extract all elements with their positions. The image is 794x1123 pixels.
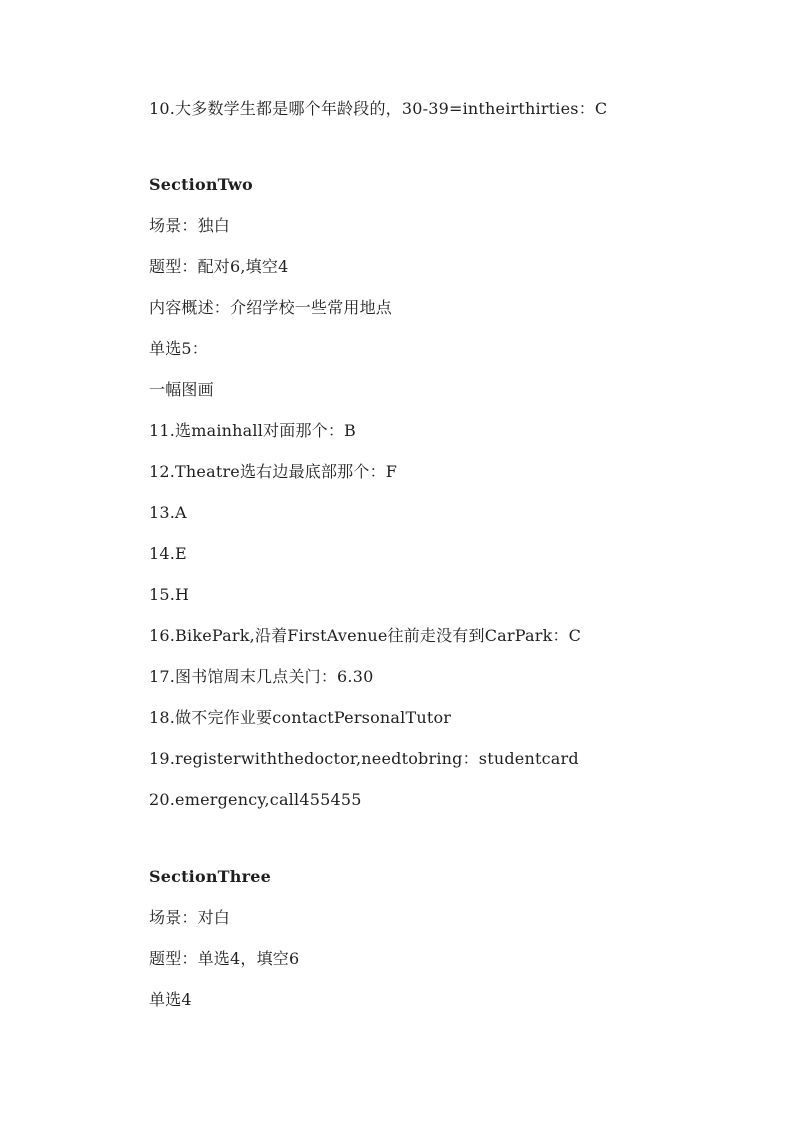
answer-line-18: 18.做不完作业要contactPersonalTutor: [149, 708, 452, 727]
section-three-scene: 场景：对白: [149, 908, 231, 927]
answer-line-14: 14.E: [149, 544, 187, 563]
section-two-heading: SectionTwo: [149, 175, 253, 194]
answer-line-17: 17.图书馆周末几点关门：6.30: [149, 667, 374, 686]
answer-line-11: 11.选mainhall对面那个：B: [149, 421, 357, 440]
answer-line-13: 13.A: [149, 503, 187, 522]
answer-line-15: 15.H: [149, 585, 190, 604]
section-two-scene: 场景：独白: [149, 216, 231, 235]
section-two-note: 一幅图画: [149, 380, 214, 399]
section-two-summary: 内容概述：介绍学校一些常用地点: [149, 298, 393, 317]
section-three-single-choice: 单选4: [149, 990, 192, 1009]
answer-line-20: 20.emergency,call455455: [149, 790, 362, 809]
section-three-question-type: 题型：单选4，填空6: [149, 949, 300, 968]
answer-line-12: 12.Theatre选右边最底部那个：F: [149, 462, 398, 481]
section-two-single-choice: 单选5：: [149, 339, 208, 358]
section-three-heading: SectionThree: [149, 867, 271, 886]
answer-line-19: 19.registerwiththedoctor,needtobring：studentcard: [149, 749, 579, 768]
answer-line-16: 16.BikePark,沿着FirstAvenue往前走没有到CarPark：C: [149, 626, 582, 645]
answer-line-10: 10.大多数学生都是哪个年龄段的，30-39=intheirthirties：C: [149, 99, 608, 118]
section-two-question-type: 题型：配对6,填空4: [149, 257, 289, 276]
